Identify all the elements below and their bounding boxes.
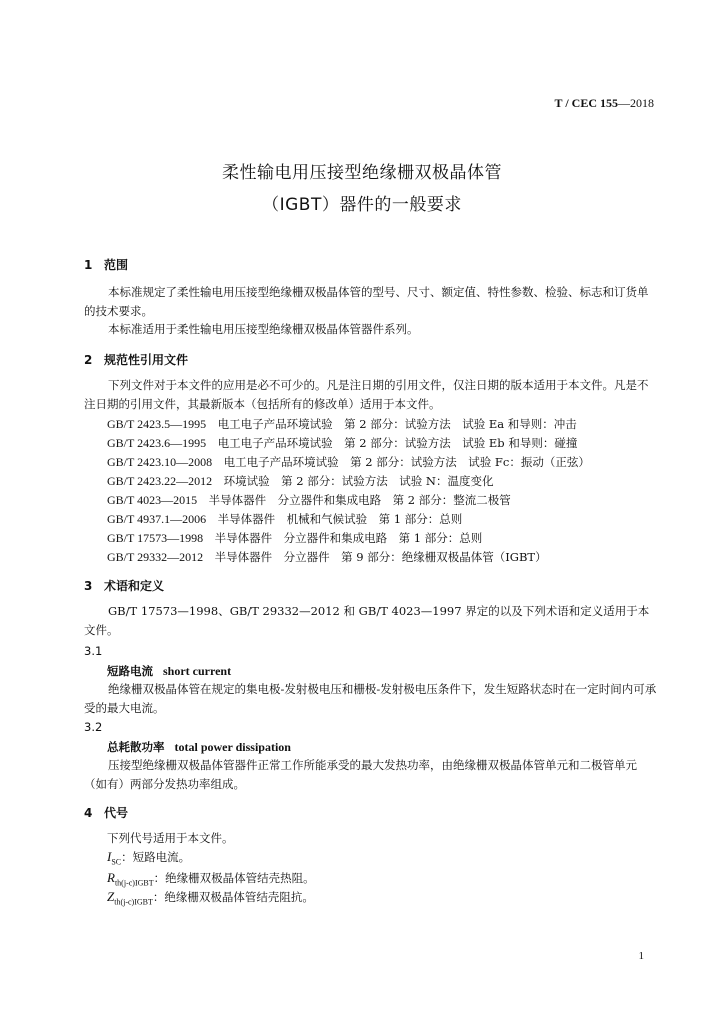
term-3-1-number: 3.1	[84, 644, 103, 658]
symbol-item	[107, 870, 315, 887]
section-4-number: 4	[84, 806, 93, 820]
reference-item	[107, 435, 577, 451]
section-4-intro: 下列代号适用于本文件。	[107, 831, 234, 845]
document-title-line1: 柔性输电用压接型绝缘栅双极晶体管	[222, 163, 502, 183]
reference-item	[107, 530, 482, 546]
symbol-description: ：绝缘栅双极晶体管结壳热阻。	[153, 871, 315, 885]
reference-code: GB/T 4937.1—2006	[107, 512, 207, 526]
reference-title: 半导体器件 分立器件 第 9 部分：绝缘栅双极晶体管（IGBT）	[214, 550, 547, 564]
symbol-main: Z	[107, 889, 115, 904]
document-header-id	[555, 96, 654, 111]
section-1-para-2: 本标准适用于柔性输电用压接型绝缘栅双极晶体管器件系列。	[108, 322, 419, 336]
section-1-heading	[84, 256, 128, 273]
reference-title: 半导体器件 分立器件和集成电路 第 1 部分：总则	[214, 531, 483, 545]
section-2-intro: 下列文件对于本文件的应用是必不可少的。凡是注日期的引用文件，仅注日期的版本适用于本文件。凡是不注日期的引用文件，其最新版本（包括所有的修改单）适用于本文件。	[84, 378, 649, 411]
term-3-1-en: short current	[163, 664, 232, 678]
term-3-1-heading	[107, 663, 231, 679]
term-3-2-number: 3.2	[84, 720, 103, 734]
symbol-subscript: SC	[111, 857, 122, 867]
reference-code: GB/T 2423.10—2008	[107, 455, 213, 469]
section-1-title: 范围	[104, 258, 129, 272]
reference-code: GB/T 4023—2015	[107, 493, 198, 507]
symbol-item	[107, 849, 190, 866]
standard-id: T / CEC 155	[554, 96, 618, 110]
reference-title: 半导体器件 机械和气候试验 第 1 部分：总则	[217, 512, 463, 526]
term-3-2-heading	[107, 739, 291, 755]
section-3-intro: GB/T 17573—1998、GB/T 29332—2012 和 GB/T 4023—1997 界定的以及下列术语和定义适用于本文件。	[84, 604, 650, 637]
symbol-description: ：短路电流。	[121, 850, 191, 864]
reference-title: 电工电子产品环境试验 第 2 部分：试验方法 试验 Eb 和导则：碰撞	[217, 436, 578, 450]
symbol-description: ：绝缘栅双极晶体管结壳阻抗。	[152, 890, 314, 904]
symbol-main: R	[107, 870, 115, 885]
reference-item	[107, 473, 493, 489]
document-title-line2: （IGBT）器件的一般要求	[262, 195, 462, 215]
section-1-para-1: 本标准规定了柔性输电用压接型绝缘栅双极晶体管的型号、尺寸、额定值、特性参数、检验、标志和订货单的技术要求。	[84, 285, 649, 318]
reference-code: GB/T 2423.5—1995	[107, 417, 207, 431]
reference-item	[107, 454, 590, 470]
term-3-1-zh: 短路电流	[107, 664, 153, 678]
term-3-2-zh: 总耗散功率	[107, 740, 165, 754]
term-3-2-en: total power dissipation	[174, 740, 291, 754]
reference-title: 电工电子产品环境试验 第 2 部分：试验方法 试验 Ea 和导则：冲击	[217, 417, 577, 431]
standard-year: —2018	[618, 96, 654, 110]
reference-item	[107, 492, 511, 508]
symbol-item	[107, 889, 314, 906]
section-3-heading	[84, 577, 164, 594]
section-2-number: 2	[84, 353, 93, 367]
reference-title: 电工电子产品环境试验 第 2 部分：试验方法 试验 Fc：振动（正弦）	[223, 455, 590, 469]
reference-item	[107, 511, 462, 527]
section-3-number: 3	[84, 579, 93, 593]
section-3-title: 术语和定义	[104, 579, 165, 593]
reference-code: GB/T 2423.6—1995	[107, 436, 207, 450]
reference-code: GB/T 29332—2012	[107, 550, 204, 564]
section-2-heading	[84, 351, 188, 368]
term-3-1-definition: 绝缘栅双极晶体管在规定的集电极-发射极电压和栅极-发射极电压条件下，发生短路状态时在一定时间内可承受的最大电流。	[84, 682, 657, 715]
reference-title: 半导体器件 分立器件和集成电路 第 2 部分：整流二极管	[208, 493, 511, 507]
reference-code: GB/T 17573—1998	[107, 531, 204, 545]
page-number: 1	[638, 950, 644, 962]
reference-item	[107, 549, 547, 565]
section-1-number: 1	[84, 258, 93, 272]
section-4-title: 代号	[104, 806, 129, 820]
reference-title: 环境试验 第 2 部分：试验方法 试验 N：温度变化	[223, 474, 494, 488]
symbol-subscript: th(j-c)IGBT	[114, 897, 153, 907]
section-2-title: 规范性引用文件	[104, 353, 189, 367]
symbol-main: I	[107, 849, 112, 864]
reference-code: GB/T 2423.22—2012	[107, 474, 213, 488]
section-4-heading	[84, 804, 128, 821]
term-3-2-definition: 压接型绝缘栅双极晶体管器件正常工作所能承受的最大发热功率，由绝缘栅双极晶体管单元和二极管单元（如有）两部分发热功率组成。	[84, 758, 637, 791]
symbol-subscript: th(j-c)IGBT	[114, 878, 154, 888]
reference-item	[107, 416, 577, 432]
